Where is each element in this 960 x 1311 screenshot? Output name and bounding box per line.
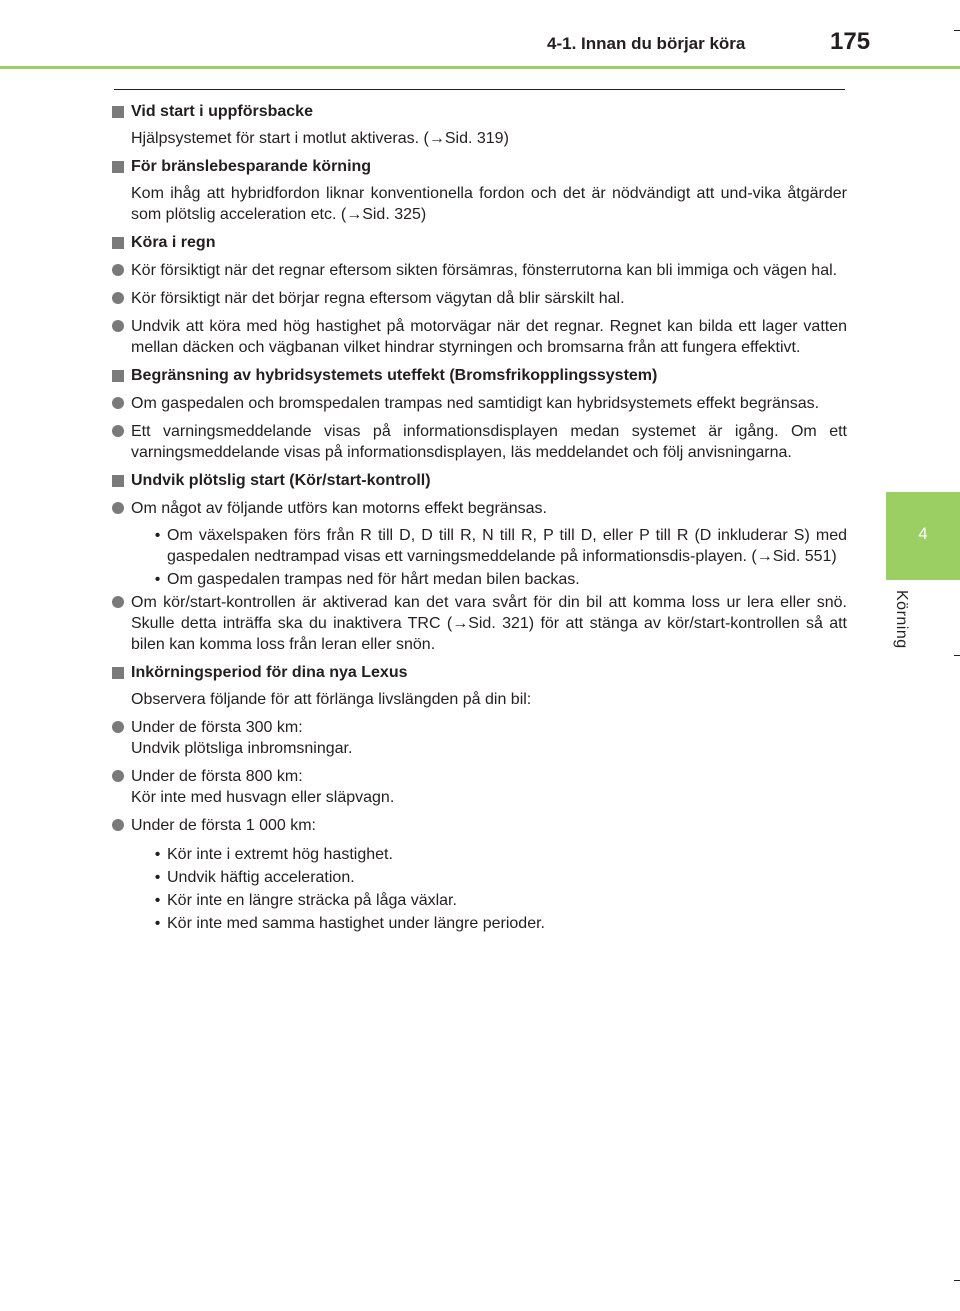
header-accent-line: [0, 66, 960, 69]
crop-mark: [954, 655, 960, 656]
section-heading: För bränslebesparande körning: [112, 156, 847, 177]
page-number: 175: [830, 28, 871, 55]
sub-list-item: • Om gaspedalen trampas ned för hårt medan bilen backas.: [148, 569, 847, 590]
section-heading: Undvik plötslig start (Kör/start-kontroll): [112, 470, 847, 491]
crop-mark: [954, 1280, 960, 1281]
round-bullet-icon: [112, 502, 124, 514]
sub-list-item: • Om växelspaken förs från R till D, D till R, N till R, P till D, eller P till R (D inkluderar S) med gaspedalen nedtrampad visas ett varningsmeddelande på informationsdis-playen. (→Sid. 551): [148, 525, 847, 567]
section-heading: Begränsning av hybridsystemets uteffekt (Bromsfrikopplingssystem): [112, 365, 847, 386]
chapter-tab: [886, 492, 960, 580]
square-bullet-icon: [112, 370, 124, 382]
sub-bullet: •: [154, 571, 161, 588]
section-heading: Vid start i uppförsbacke: [112, 101, 847, 122]
section-heading: Köra i regn: [112, 232, 847, 253]
round-bullet-icon: [112, 819, 124, 831]
list-item: Under de första 800 km: Kör inte med husvagn eller släpvagn.: [112, 766, 847, 808]
chapter-tab-number: 4: [918, 524, 928, 543]
list-item: Under de första 300 km: Undvik plötsliga inbromsningar.: [112, 717, 847, 759]
round-bullet-icon: [112, 292, 124, 304]
sub-bullet: •: [154, 869, 161, 886]
round-bullet-icon: [112, 397, 124, 409]
round-bullet-icon: [112, 425, 124, 437]
round-bullet-icon: [112, 721, 124, 733]
square-bullet-icon: [112, 667, 124, 679]
sub-list-item: • Kör inte med samma hastighet under längre perioder.: [148, 913, 847, 934]
list-item: Kör försiktigt när det börjar regna eftersom vägytan då blir särskilt hal.: [112, 288, 847, 309]
section-heading: Inkörningsperiod för dina nya Lexus: [112, 662, 847, 683]
paragraph: Hjälpsystemet för start i motlut aktiveras. (→Sid. 319): [131, 130, 509, 147]
sub-bullet: •: [154, 846, 161, 863]
chapter-title: 4-1. Innan du börjar köra: [547, 34, 746, 53]
sub-bullet: •: [154, 527, 161, 544]
round-bullet-icon: [112, 264, 124, 276]
sub-list-item: • Kör inte en längre sträcka på låga växlar.: [148, 890, 847, 911]
header-rule: [114, 89, 845, 90]
list-item: Ett varningsmeddelande visas på informationsdisplayen medan systemet är igång. Om ett varningsmeddelande visas på informationsdisplayen, läs meddelandet och följ anvisningarna.: [112, 421, 847, 463]
sub-bullet: •: [154, 915, 161, 932]
paragraph: Observera följande för att förlänga livslängden på din bil:: [131, 691, 532, 708]
square-bullet-icon: [112, 161, 124, 173]
chapter-tab-label: Körning: [893, 590, 910, 649]
list-item: Undvik att köra med hög hastighet på motorvägar när det regnar. Regnet kan bilda ett lager vatten mellan däcken och vägbanan vilket hindrar styrningen och bromsarna från att fungera effektivt.: [112, 316, 847, 358]
square-bullet-icon: [112, 237, 124, 249]
page-content: [112, 101, 847, 934]
round-bullet-icon: [112, 770, 124, 782]
sub-list-item: • Kör inte i extremt hög hastighet.: [148, 844, 847, 865]
round-bullet-icon: [112, 320, 124, 332]
paragraph: Kom ihåg att hybridfordon liknar konventionella fordon och det är nödvändigt att und-vika åtgärder som plötslig acceleration etc. (→Sid. 325): [131, 185, 847, 223]
sub-list-item: • Undvik häftig acceleration.: [148, 867, 847, 888]
list-item: Om kör/start-kontrollen är aktiverad kan det vara svårt för din bil att komma loss ur lera eller snö. Skulle detta inträffa ska du inaktivera TRC (→Sid. 321) för att stänga av kör/start-kontrollen så att bilen kan komma loss från leran eller snön.: [112, 592, 847, 655]
sub-bullet: •: [154, 892, 161, 909]
list-item: Om något av följande utförs kan motorns effekt begränsas.: [112, 498, 847, 519]
square-bullet-icon: [112, 106, 124, 118]
list-item: Kör försiktigt när det regnar eftersom sikten försämras, fönsterrutorna kan bli immiga och vägen hal.: [112, 260, 847, 281]
list-item: Om gaspedalen och bromspedalen trampas ned samtidigt kan hybridsystemets effekt begränsas.: [112, 393, 847, 414]
list-item: Under de första 1 000 km:: [112, 815, 847, 836]
crop-mark: [954, 30, 960, 31]
square-bullet-icon: [112, 475, 124, 487]
round-bullet-icon: [112, 596, 124, 608]
